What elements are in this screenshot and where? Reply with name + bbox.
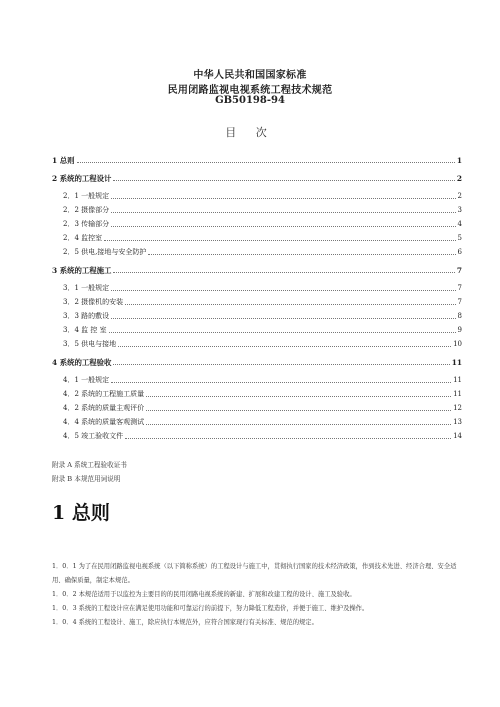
toc-entry-label: 3．2 摄像机的安装: [63, 298, 124, 306]
clause-paragraph: 1．0．4 系统的工程设计、施工，除应执行本规范外，应符合国家现行有关标准、规范的规定。: [52, 619, 318, 626]
toc-entry-label: 4．2 系统的工程施工质量: [63, 390, 145, 398]
clause-paragraph: 1．0．2 本规范适用于以监控为主要目的的民用闭路电视系统的新建、扩展和改建工程的设计、施工及验收。: [52, 591, 356, 598]
toc-page-number: 2: [456, 174, 462, 183]
toc-page-number: 4: [457, 220, 462, 228]
toc-page-number: 8: [457, 312, 462, 320]
toc-leader-dots: [111, 382, 451, 383]
document-title: 民用闭路监视电视系统工程技术规范: [167, 85, 333, 96]
toc-leader-dots: [111, 212, 455, 213]
toc-entry-label: 2 系统的工程设计: [52, 174, 112, 183]
toc-page-number: 7: [457, 284, 462, 292]
toc-entry-label: 4．1 一般规定: [63, 376, 110, 384]
toc-page-number: 9: [457, 326, 462, 334]
toc-page-number: 1: [456, 156, 462, 165]
toc-page-number: 7: [456, 266, 462, 275]
toc-subsection-entry[interactable]: [63, 296, 462, 307]
toc-page-number: 2: [457, 192, 462, 200]
toc-leader-dots: [111, 290, 455, 291]
toc-entry-label: 2．4 监控室: [63, 234, 103, 242]
toc-leader-dots: [113, 272, 454, 273]
toc-leader-dots: [113, 180, 454, 181]
toc-page-number: 11: [451, 358, 462, 367]
toc-heading: 目 次: [225, 126, 275, 139]
toc-entry-label: 4．5 竣工验收文件: [63, 432, 124, 440]
toc-leader-dots: [104, 240, 455, 241]
toc-subsection-entry[interactable]: [63, 388, 462, 399]
toc-page-number: 12: [453, 404, 462, 412]
clause-paragraph: 1．0．3 系统的工程设计应在满足使用功能和可靠运行的前提下，努力降低工程造价，并便于施工、维护及操作。: [52, 605, 369, 612]
standard-code: GB50198-94: [215, 95, 285, 106]
toc-subsection-entry[interactable]: [63, 430, 462, 441]
toc-leader-dots: [113, 364, 449, 365]
toc-section-entry[interactable]: [52, 356, 462, 367]
toc-page-number: 3: [457, 206, 462, 214]
toc-entry-label: 3．5 供电与接地: [63, 340, 117, 348]
toc-subsection-entry[interactable]: [63, 204, 462, 215]
toc-entry-label: 2．2 摄像部分: [63, 206, 110, 214]
toc-subsection-entry[interactable]: [63, 374, 462, 385]
chapter-heading: 1 总则: [52, 502, 110, 524]
toc-leader-dots: [118, 346, 451, 347]
appendix-a: 附录 A 系统工程验收证书: [52, 461, 127, 469]
toc-subsection-entry[interactable]: [63, 218, 462, 229]
toc-entry-label: 1 总则: [52, 156, 75, 165]
toc-entry-label: 2．5 供电,接地与安全防护: [63, 248, 147, 256]
appendix-b: 附录 B 本规范用词说明: [52, 475, 121, 483]
toc-section-entry[interactable]: [52, 154, 462, 165]
toc-subsection-entry[interactable]: [63, 246, 462, 257]
toc-subsection-entry[interactable]: [63, 310, 462, 321]
toc-leader-dots: [146, 410, 451, 411]
toc-subsection-entry[interactable]: [63, 190, 462, 201]
toc-page-number: 11: [453, 376, 462, 384]
toc-page-number: 10: [453, 340, 462, 348]
toc-leader-dots: [125, 304, 455, 305]
toc-page-number: 14: [453, 432, 462, 440]
toc-leader-dots: [146, 396, 451, 397]
toc-entry-label: 4．4 系统的质量客观测试: [63, 418, 145, 426]
toc-subsection-entry[interactable]: [63, 402, 462, 413]
toc-leader-dots: [111, 318, 455, 319]
toc-subsection-entry[interactable]: [63, 232, 462, 243]
toc-entry-label: 4．2 系统的质量主观评价: [63, 404, 145, 412]
toc-leader-dots: [77, 162, 455, 163]
toc-page-number: 5: [457, 234, 462, 242]
toc-entry-label: 3．4 监 控 室: [63, 326, 107, 334]
toc-leader-dots: [125, 438, 451, 439]
toc-leader-dots: [111, 226, 455, 227]
toc-section-entry[interactable]: [52, 264, 462, 275]
toc-leader-dots: [111, 198, 455, 199]
toc-subsection-entry[interactable]: [63, 416, 462, 427]
standard-category: 中华人民共和国国家标准: [193, 70, 307, 81]
toc-subsection-entry[interactable]: [63, 324, 462, 335]
toc-leader-dots: [148, 254, 455, 255]
clause-paragraph: 1．0．1 为了在民用闭路监视电视系统（以下简称系统）的工程设计与施工中，贯彻执行国家的技术经济政策，作到技术先进、经济合理、安全适用、确保质量，制定本规范。: [52, 563, 457, 584]
toc-subsection-entry[interactable]: [63, 338, 462, 349]
toc-entry-label: 4 系统的工程验收: [52, 358, 112, 367]
toc-page-number: 6: [457, 248, 462, 256]
toc-entry-label: 3．1 一般规定: [63, 284, 110, 292]
toc-entry-label: 3．3 路的敷设: [63, 312, 110, 320]
toc-page-number: 13: [453, 418, 462, 426]
toc-page-number: 7: [457, 298, 462, 306]
toc-leader-dots: [109, 332, 456, 333]
toc-subsection-entry[interactable]: [63, 282, 462, 293]
toc-entry-label: 2．3 传输部分: [63, 220, 110, 228]
toc-section-entry[interactable]: [52, 172, 462, 183]
toc-leader-dots: [146, 424, 451, 425]
toc-entry-label: 3 系统的工程施工: [52, 266, 112, 275]
toc-page-number: 11: [453, 390, 462, 398]
toc-entry-label: 2．1 一般规定: [63, 192, 110, 200]
